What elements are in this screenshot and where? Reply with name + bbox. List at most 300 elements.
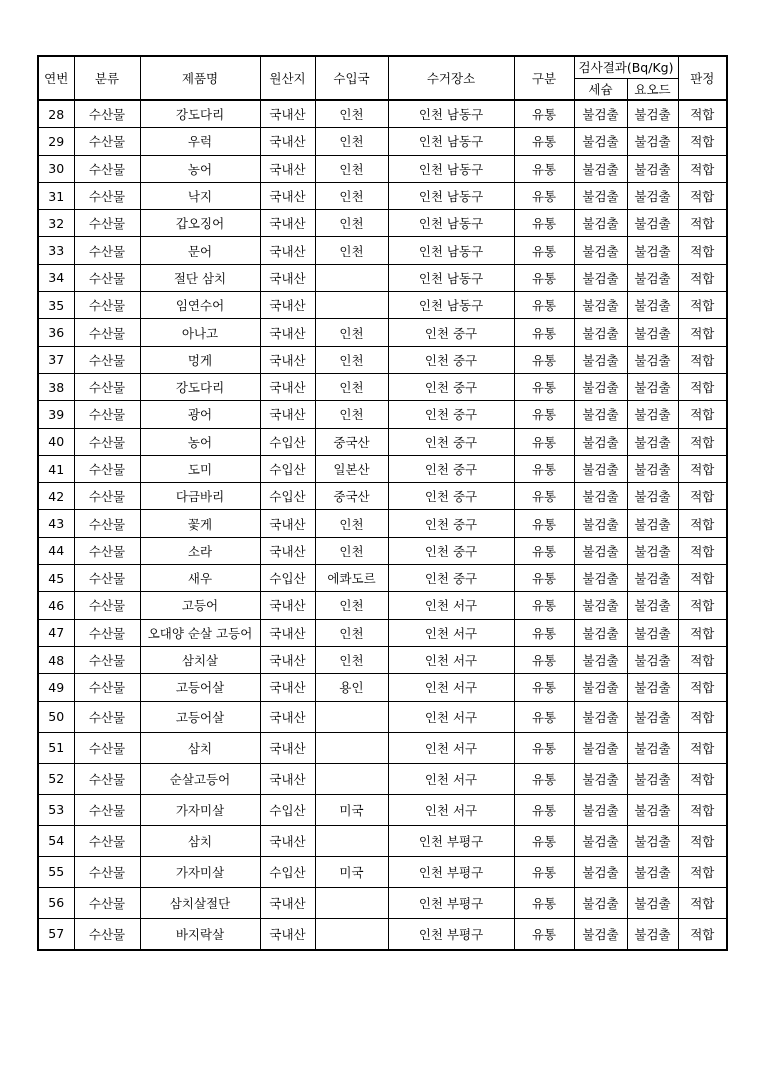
- cell-collection-place: 인천 중구: [388, 455, 514, 482]
- cell-iodine: 불검출: [627, 319, 678, 346]
- cell-collection-place: 인천 중구: [388, 510, 514, 537]
- cell-no: 51: [38, 732, 74, 763]
- cell-judgment: 적합: [678, 100, 727, 128]
- cell-import-country: [315, 763, 388, 794]
- cell-collection-place: 인천 서구: [388, 701, 514, 732]
- cell-cesium: 불검출: [574, 237, 627, 264]
- cell-category: 수산물: [74, 237, 140, 264]
- cell-iodine: 불검출: [627, 182, 678, 209]
- table-row: [38, 510, 727, 537]
- cell-product: 광어: [140, 401, 260, 428]
- cell-no: 45: [38, 565, 74, 592]
- table-row: [38, 401, 727, 428]
- cell-category: 수산물: [74, 182, 140, 209]
- cell-product: 농어: [140, 155, 260, 182]
- cell-judgment: 적합: [678, 319, 727, 346]
- cell-collection-place: 인천 중구: [388, 537, 514, 564]
- cell-cesium: 불검출: [574, 510, 627, 537]
- header-result-group: 검사결과(Bq/Kg): [574, 56, 678, 78]
- cell-iodine: 불검출: [627, 264, 678, 291]
- cell-collection-place: 인천 남동구: [388, 210, 514, 237]
- cell-no: 50: [38, 701, 74, 732]
- cell-division: 유통: [514, 565, 574, 592]
- cell-division: 유통: [514, 319, 574, 346]
- header-division: 구분: [514, 56, 574, 100]
- cell-import-country: 미국: [315, 794, 388, 825]
- cell-product: 고등어살: [140, 701, 260, 732]
- cell-iodine: 불검출: [627, 763, 678, 794]
- cell-import-country: 인천: [315, 237, 388, 264]
- cell-product: 소라: [140, 537, 260, 564]
- table-row: [38, 592, 727, 619]
- cell-import-country: 일본산: [315, 455, 388, 482]
- cell-iodine: 불검출: [627, 128, 678, 155]
- cell-category: 수산물: [74, 264, 140, 291]
- cell-division: 유통: [514, 455, 574, 482]
- cell-cesium: 불검출: [574, 100, 627, 128]
- cell-division: 유통: [514, 537, 574, 564]
- cell-category: 수산물: [74, 794, 140, 825]
- cell-no: 53: [38, 794, 74, 825]
- cell-import-country: [315, 887, 388, 918]
- cell-collection-place: 인천 부평구: [388, 918, 514, 950]
- cell-cesium: 불검출: [574, 794, 627, 825]
- cell-product: 강도다리: [140, 100, 260, 128]
- header-import-country: 수입국: [315, 56, 388, 100]
- cell-judgment: 적합: [678, 455, 727, 482]
- cell-iodine: 불검출: [627, 455, 678, 482]
- cell-product: 강도다리: [140, 373, 260, 400]
- cell-category: 수산물: [74, 483, 140, 510]
- cell-category: 수산물: [74, 646, 140, 673]
- table-row: [38, 237, 727, 264]
- table-header: [38, 56, 727, 100]
- cell-no: 57: [38, 918, 74, 950]
- cell-origin: 국내산: [260, 701, 315, 732]
- cell-no: 54: [38, 825, 74, 856]
- cell-no: 35: [38, 292, 74, 319]
- cell-collection-place: 인천 중구: [388, 346, 514, 373]
- cell-iodine: 불검출: [627, 619, 678, 646]
- cell-category: 수산물: [74, 373, 140, 400]
- table-row: [38, 825, 727, 856]
- cell-no: 40: [38, 428, 74, 455]
- cell-no: 56: [38, 887, 74, 918]
- header-origin: 원산지: [260, 56, 315, 100]
- cell-category: 수산물: [74, 732, 140, 763]
- cell-category: 수산물: [74, 825, 140, 856]
- cell-collection-place: 인천 서구: [388, 619, 514, 646]
- cell-cesium: 불검출: [574, 763, 627, 794]
- cell-product: 멍게: [140, 346, 260, 373]
- cell-iodine: 불검출: [627, 510, 678, 537]
- cell-cesium: 불검출: [574, 128, 627, 155]
- table-row: [38, 537, 727, 564]
- cell-no: 37: [38, 346, 74, 373]
- cell-category: 수산물: [74, 674, 140, 701]
- cell-import-country: 인천: [315, 346, 388, 373]
- cell-product: 문어: [140, 237, 260, 264]
- cell-product: 아나고: [140, 319, 260, 346]
- cell-cesium: 불검출: [574, 592, 627, 619]
- cell-iodine: 불검출: [627, 428, 678, 455]
- cell-cesium: 불검출: [574, 825, 627, 856]
- cell-no: 38: [38, 373, 74, 400]
- table-row: [38, 856, 727, 887]
- cell-no: 55: [38, 856, 74, 887]
- cell-division: 유통: [514, 155, 574, 182]
- table-row: [38, 732, 727, 763]
- cell-product: 삼치: [140, 732, 260, 763]
- cell-category: 수산물: [74, 565, 140, 592]
- cell-cesium: 불검출: [574, 319, 627, 346]
- cell-iodine: 불검출: [627, 565, 678, 592]
- cell-division: 유통: [514, 887, 574, 918]
- cell-cesium: 불검출: [574, 182, 627, 209]
- cell-origin: 국내산: [260, 763, 315, 794]
- cell-import-country: 인천: [315, 100, 388, 128]
- cell-category: 수산물: [74, 100, 140, 128]
- cell-cesium: 불검출: [574, 292, 627, 319]
- cell-category: 수산물: [74, 918, 140, 950]
- table-row: [38, 887, 727, 918]
- cell-origin: 국내산: [260, 155, 315, 182]
- cell-no: 33: [38, 237, 74, 264]
- table-row: [38, 674, 727, 701]
- cell-iodine: 불검출: [627, 825, 678, 856]
- cell-origin: 수입산: [260, 483, 315, 510]
- cell-no: 39: [38, 401, 74, 428]
- cell-import-country: 중국산: [315, 428, 388, 455]
- table-row: [38, 210, 727, 237]
- cell-product: 꽃게: [140, 510, 260, 537]
- cell-import-country: 인천: [315, 373, 388, 400]
- cell-iodine: 불검출: [627, 346, 678, 373]
- cell-judgment: 적합: [678, 210, 727, 237]
- cell-judgment: 적합: [678, 763, 727, 794]
- cell-category: 수산물: [74, 346, 140, 373]
- cell-judgment: 적합: [678, 701, 727, 732]
- cell-import-country: 인천: [315, 182, 388, 209]
- cell-product: 다금바리: [140, 483, 260, 510]
- cell-import-country: [315, 701, 388, 732]
- cell-cesium: 불검출: [574, 401, 627, 428]
- cell-import-country: 인천: [315, 401, 388, 428]
- cell-cesium: 불검출: [574, 732, 627, 763]
- header-no: 연번: [38, 56, 74, 100]
- cell-iodine: 불검출: [627, 732, 678, 763]
- cell-product: 도미: [140, 455, 260, 482]
- cell-division: 유통: [514, 401, 574, 428]
- cell-division: 유통: [514, 483, 574, 510]
- cell-judgment: 적합: [678, 237, 727, 264]
- cell-collection-place: 인천 남동구: [388, 182, 514, 209]
- cell-judgment: 적합: [678, 346, 727, 373]
- cell-iodine: 불검출: [627, 210, 678, 237]
- cell-import-country: 인천: [315, 646, 388, 673]
- cell-collection-place: 인천 부평구: [388, 825, 514, 856]
- cell-judgment: 적합: [678, 918, 727, 950]
- cell-judgment: 적합: [678, 155, 727, 182]
- cell-origin: 국내산: [260, 732, 315, 763]
- cell-iodine: 불검출: [627, 856, 678, 887]
- cell-collection-place: 인천 서구: [388, 732, 514, 763]
- cell-collection-place: 인천 중구: [388, 401, 514, 428]
- cell-iodine: 불검출: [627, 401, 678, 428]
- cell-collection-place: 인천 중구: [388, 565, 514, 592]
- cell-origin: 국내산: [260, 674, 315, 701]
- cell-division: 유통: [514, 619, 574, 646]
- cell-import-country: [315, 732, 388, 763]
- header-collection-place: 수거장소: [388, 56, 514, 100]
- cell-judgment: 적합: [678, 619, 727, 646]
- cell-division: 유통: [514, 646, 574, 673]
- cell-iodine: 불검출: [627, 794, 678, 825]
- cell-no: 32: [38, 210, 74, 237]
- table-row: [38, 128, 727, 155]
- table-row: [38, 646, 727, 673]
- cell-product: 절단 삼치: [140, 264, 260, 291]
- cell-product: 새우: [140, 565, 260, 592]
- table-row: [38, 763, 727, 794]
- cell-product: 우럭: [140, 128, 260, 155]
- cell-judgment: 적합: [678, 401, 727, 428]
- cell-origin: 국내산: [260, 619, 315, 646]
- cell-collection-place: 인천 서구: [388, 794, 514, 825]
- cell-no: 41: [38, 455, 74, 482]
- cell-collection-place: 인천 중구: [388, 483, 514, 510]
- cell-judgment: 적합: [678, 856, 727, 887]
- cell-iodine: 불검출: [627, 592, 678, 619]
- cell-category: 수산물: [74, 887, 140, 918]
- cell-cesium: 불검출: [574, 264, 627, 291]
- header-cesium: 세슘: [574, 78, 627, 100]
- cell-category: 수산물: [74, 455, 140, 482]
- table-row: [38, 428, 727, 455]
- cell-iodine: 불검출: [627, 918, 678, 950]
- cell-cesium: 불검출: [574, 537, 627, 564]
- table-row: [38, 346, 727, 373]
- cell-iodine: 불검출: [627, 674, 678, 701]
- cell-collection-place: 인천 남동구: [388, 264, 514, 291]
- cell-cesium: 불검출: [574, 155, 627, 182]
- cell-origin: 국내산: [260, 592, 315, 619]
- cell-cesium: 불검출: [574, 856, 627, 887]
- cell-origin: 수입산: [260, 565, 315, 592]
- cell-cesium: 불검출: [574, 619, 627, 646]
- cell-judgment: 적합: [678, 373, 727, 400]
- cell-import-country: [315, 918, 388, 950]
- cell-iodine: 불검출: [627, 483, 678, 510]
- cell-cesium: 불검출: [574, 428, 627, 455]
- cell-cesium: 불검출: [574, 646, 627, 673]
- cell-import-country: 인천: [315, 537, 388, 564]
- cell-division: 유통: [514, 592, 574, 619]
- table-row: [38, 264, 727, 291]
- cell-iodine: 불검출: [627, 887, 678, 918]
- cell-origin: 국내산: [260, 510, 315, 537]
- cell-product: 임연수어: [140, 292, 260, 319]
- cell-judgment: 적합: [678, 646, 727, 673]
- table-row: [38, 292, 727, 319]
- cell-division: 유통: [514, 346, 574, 373]
- cell-import-country: 인천: [315, 128, 388, 155]
- cell-iodine: 불검출: [627, 701, 678, 732]
- cell-import-country: 인천: [315, 619, 388, 646]
- cell-import-country: 인천: [315, 510, 388, 537]
- cell-origin: 국내산: [260, 646, 315, 673]
- cell-origin: 국내산: [260, 346, 315, 373]
- cell-import-country: 인천: [315, 319, 388, 346]
- cell-division: 유통: [514, 128, 574, 155]
- cell-iodine: 불검출: [627, 237, 678, 264]
- header-iodine: 요오드: [627, 78, 678, 100]
- cell-import-country: 인천: [315, 210, 388, 237]
- cell-no: 49: [38, 674, 74, 701]
- cell-division: 유통: [514, 510, 574, 537]
- cell-product: 낙지: [140, 182, 260, 209]
- cell-no: 47: [38, 619, 74, 646]
- cell-judgment: 적합: [678, 825, 727, 856]
- table-row: [38, 565, 727, 592]
- header-category: 분류: [74, 56, 140, 100]
- cell-category: 수산물: [74, 401, 140, 428]
- table-row: [38, 794, 727, 825]
- cell-no: 30: [38, 155, 74, 182]
- table-row: [38, 182, 727, 209]
- cell-origin: 국내산: [260, 401, 315, 428]
- cell-origin: 수입산: [260, 856, 315, 887]
- cell-division: 유통: [514, 100, 574, 128]
- cell-category: 수산물: [74, 428, 140, 455]
- cell-product: 가자미살: [140, 794, 260, 825]
- cell-division: 유통: [514, 264, 574, 291]
- cell-no: 29: [38, 128, 74, 155]
- cell-product: 삼치: [140, 825, 260, 856]
- cell-division: 유통: [514, 373, 574, 400]
- cell-cesium: 불검출: [574, 674, 627, 701]
- cell-collection-place: 인천 중구: [388, 319, 514, 346]
- cell-import-country: 에콰도르: [315, 565, 388, 592]
- cell-iodine: 불검출: [627, 100, 678, 128]
- cell-division: 유통: [514, 428, 574, 455]
- cell-iodine: 불검출: [627, 537, 678, 564]
- cell-collection-place: 인천 서구: [388, 763, 514, 794]
- cell-cesium: 불검출: [574, 455, 627, 482]
- cell-cesium: 불검출: [574, 701, 627, 732]
- cell-no: 34: [38, 264, 74, 291]
- cell-product: 오대양 순살 고등어: [140, 619, 260, 646]
- cell-no: 43: [38, 510, 74, 537]
- cell-origin: 국내산: [260, 537, 315, 564]
- cell-category: 수산물: [74, 856, 140, 887]
- cell-judgment: 적합: [678, 182, 727, 209]
- cell-iodine: 불검출: [627, 373, 678, 400]
- cell-origin: 국내산: [260, 918, 315, 950]
- table-row: [38, 100, 727, 128]
- cell-no: 42: [38, 483, 74, 510]
- cell-origin: 국내산: [260, 264, 315, 291]
- cell-division: 유통: [514, 918, 574, 950]
- cell-origin: 국내산: [260, 292, 315, 319]
- cell-category: 수산물: [74, 319, 140, 346]
- cell-division: 유통: [514, 237, 574, 264]
- cell-cesium: 불검출: [574, 887, 627, 918]
- cell-product: 고등어살: [140, 674, 260, 701]
- cell-origin: 수입산: [260, 428, 315, 455]
- table-row: [38, 455, 727, 482]
- cell-category: 수산물: [74, 537, 140, 564]
- cell-judgment: 적합: [678, 537, 727, 564]
- cell-category: 수산물: [74, 210, 140, 237]
- cell-origin: 국내산: [260, 128, 315, 155]
- cell-collection-place: 인천 부평구: [388, 856, 514, 887]
- cell-import-country: 미국: [315, 856, 388, 887]
- cell-origin: 국내산: [260, 887, 315, 918]
- inspection-results-table: [37, 55, 728, 951]
- cell-import-country: [315, 825, 388, 856]
- table-row: [38, 319, 727, 346]
- cell-no: 52: [38, 763, 74, 794]
- cell-product: 순살고등어: [140, 763, 260, 794]
- cell-judgment: 적합: [678, 674, 727, 701]
- cell-no: 44: [38, 537, 74, 564]
- table-body: [38, 100, 727, 950]
- cell-import-country: [315, 264, 388, 291]
- cell-cesium: 불검출: [574, 210, 627, 237]
- header-judgment: 판정: [678, 56, 727, 100]
- cell-product: 갑오징어: [140, 210, 260, 237]
- table-row: [38, 619, 727, 646]
- cell-no: 28: [38, 100, 74, 128]
- cell-no: 48: [38, 646, 74, 673]
- cell-no: 46: [38, 592, 74, 619]
- cell-collection-place: 인천 남동구: [388, 155, 514, 182]
- cell-origin: 국내산: [260, 825, 315, 856]
- cell-division: 유통: [514, 182, 574, 209]
- cell-import-country: 중국산: [315, 483, 388, 510]
- cell-origin: 수입산: [260, 455, 315, 482]
- cell-category: 수산물: [74, 619, 140, 646]
- cell-category: 수산물: [74, 155, 140, 182]
- cell-judgment: 적합: [678, 428, 727, 455]
- cell-division: 유통: [514, 732, 574, 763]
- cell-iodine: 불검출: [627, 155, 678, 182]
- cell-collection-place: 인천 남동구: [388, 128, 514, 155]
- table-row: [38, 373, 727, 400]
- cell-judgment: 적합: [678, 732, 727, 763]
- cell-judgment: 적합: [678, 510, 727, 537]
- cell-collection-place: 인천 남동구: [388, 292, 514, 319]
- cell-judgment: 적합: [678, 292, 727, 319]
- cell-collection-place: 인천 중구: [388, 428, 514, 455]
- cell-origin: 국내산: [260, 319, 315, 346]
- cell-origin: 국내산: [260, 237, 315, 264]
- cell-category: 수산물: [74, 701, 140, 732]
- cell-collection-place: 인천 남동구: [388, 237, 514, 264]
- cell-product: 농어: [140, 428, 260, 455]
- cell-division: 유통: [514, 825, 574, 856]
- cell-import-country: [315, 292, 388, 319]
- table-row: [38, 155, 727, 182]
- table-row: [38, 918, 727, 950]
- cell-division: 유통: [514, 674, 574, 701]
- cell-cesium: 불검출: [574, 373, 627, 400]
- cell-cesium: 불검출: [574, 918, 627, 950]
- cell-iodine: 불검출: [627, 646, 678, 673]
- cell-category: 수산물: [74, 292, 140, 319]
- cell-division: 유통: [514, 856, 574, 887]
